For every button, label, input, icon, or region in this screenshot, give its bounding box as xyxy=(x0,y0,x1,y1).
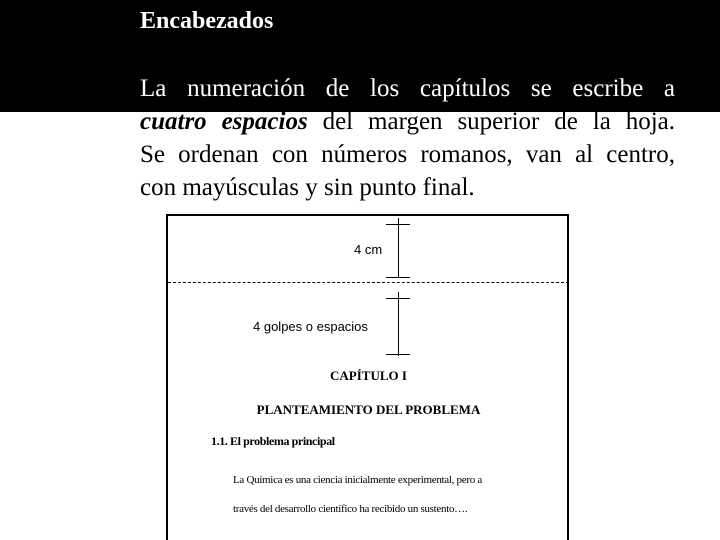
body-line-1: La numeración de los capítulos se escribe a xyxy=(140,75,675,102)
body-emphasis: cuatro espacios xyxy=(140,108,308,135)
top-measure-line xyxy=(398,218,399,278)
top-margin-label: 4 cm xyxy=(354,242,383,257)
chapter-label: CAPÍTULO I xyxy=(330,368,407,383)
top-margin-dashed-line xyxy=(168,282,569,283)
body-line-3: Se ordenan con números romanos, van al centro, xyxy=(140,141,675,168)
chapter-title: PLANTEAMIENTO DEL PROBLEMA xyxy=(256,402,481,417)
spaces-measure-cap-upper xyxy=(386,298,410,299)
slide-title: Encabezados xyxy=(140,8,274,34)
body-line-4: con mayúsculas y sin punto final. xyxy=(140,174,475,201)
paragraph-line-1: La Química es una ciencia inicialmente experimental, pero a xyxy=(233,474,482,486)
top-measure-cap-lower xyxy=(386,277,410,278)
top-measure-cap-upper xyxy=(386,224,410,225)
body-line-2 xyxy=(140,105,675,138)
spaces-measure-cap-lower xyxy=(386,354,410,355)
spaces-measure-line xyxy=(398,292,399,356)
paragraph-line-2: través del desarrollo científico ha recibido un sustento…. xyxy=(233,503,468,515)
slide-body-text xyxy=(140,72,675,204)
subsection-heading: 1.1. El problema principal xyxy=(211,434,335,448)
spaces-label: 4 golpes o espacios xyxy=(253,319,368,334)
body-line-2-rest: del margen superior de la hoja. xyxy=(307,108,676,135)
